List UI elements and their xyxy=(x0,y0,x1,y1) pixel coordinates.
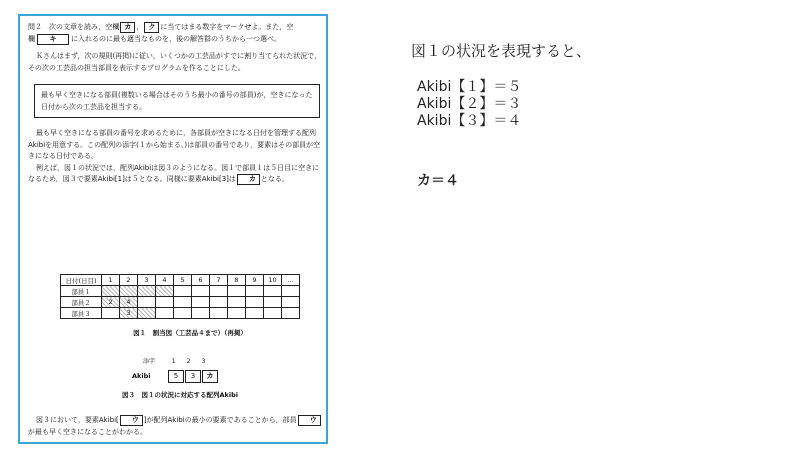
scanned-document xyxy=(18,14,328,444)
array-name: Akibi xyxy=(132,372,151,380)
blank-box-u: ウ xyxy=(120,415,143,426)
array-cell: 5 xyxy=(168,370,184,383)
table-row xyxy=(61,308,300,319)
table-cell xyxy=(138,286,156,297)
table-cell xyxy=(156,308,174,319)
table-header-cell: 3 xyxy=(138,275,156,286)
table-cell xyxy=(264,286,282,297)
paragraph-3 xyxy=(28,163,324,186)
table-header-cell: 6 xyxy=(192,275,210,286)
table-header-cell: 1 xyxy=(102,275,120,286)
table-cell xyxy=(282,297,300,308)
table-cell: 4 xyxy=(120,297,138,308)
table-cell xyxy=(192,308,210,319)
index-value: 3 xyxy=(201,358,206,365)
row-label: 部員３ xyxy=(61,308,102,319)
table-cell xyxy=(264,297,282,308)
table-cell xyxy=(156,286,174,297)
table-cell xyxy=(138,297,156,308)
question-line-1 xyxy=(28,22,324,34)
table-cell xyxy=(138,308,156,319)
table-cell xyxy=(246,286,264,297)
table-header-cell: 日付(日目) xyxy=(61,275,102,286)
array-cells xyxy=(168,370,219,383)
table-header-cell: 7 xyxy=(210,275,228,286)
question-text-2-end: に入れるのに最も適当なものを，後の解答群のうちから一つ選べ。 xyxy=(71,34,281,43)
table-cell: 3 xyxy=(120,308,138,319)
question-text-2: 欄 xyxy=(28,34,35,43)
table-cell xyxy=(246,297,264,308)
table-header-cell: 9 xyxy=(246,275,264,286)
table-cell xyxy=(282,286,300,297)
table-cell xyxy=(246,308,264,319)
table-cell xyxy=(174,286,192,297)
index-value: 1 xyxy=(171,358,176,365)
table-cell xyxy=(210,286,228,297)
akibi-line: Akibi【３】＝４ xyxy=(417,113,522,129)
table-header-cell: 8 xyxy=(228,275,246,286)
answer-text: カ＝４ xyxy=(417,173,459,189)
array-cell: カ xyxy=(202,370,218,383)
paragraph-3-end: となる。 xyxy=(260,175,289,183)
akibi-line: Akibi【２】＝３ xyxy=(417,96,522,112)
table-header-cell: … xyxy=(282,275,300,286)
table-cell xyxy=(120,286,138,297)
table-header-row xyxy=(61,275,300,286)
array-index-row xyxy=(132,356,211,365)
paragraph-3-text: 例えば，図１の状況では，配列Akibiは図３のようになる。図１で部員１は５日目に空きになるため，図３で要素Akibi[1]は５となる。同様に要素Akibi[3]は xyxy=(28,163,320,183)
table-cell xyxy=(228,308,246,319)
last-text-b: ]が配列Akibiの最小の要素であることから，部員 xyxy=(143,416,297,424)
akibi-line: Akibi【１】＝５ xyxy=(417,79,522,95)
document-body xyxy=(28,22,324,186)
last-text-c: が最も早く空きになることがわかる。 xyxy=(28,428,147,436)
table-cell xyxy=(102,308,120,319)
rule-box: 最も早く空きになる部員(複数いる場合はそのうち最小の番号の部員)が，空きになった日付から次の工芸品を担当する。 xyxy=(34,84,320,118)
question-line-2 xyxy=(28,34,324,46)
index-label: 添字 xyxy=(142,358,155,365)
table-cell xyxy=(192,297,210,308)
table-cell xyxy=(228,297,246,308)
last-text-a: 図３において，要素Akibi[ xyxy=(36,416,119,424)
blank-box-ka-2: カ xyxy=(237,174,260,185)
question-text: 問２ 次の文章を読み，空欄 xyxy=(28,23,120,31)
row-label: 部員１ xyxy=(61,286,102,297)
index-value: 2 xyxy=(186,358,191,365)
blank-box-ki: キ xyxy=(37,34,69,45)
table-header-cell: 5 xyxy=(174,275,192,286)
table-cell: 2 xyxy=(102,297,120,308)
table-cell xyxy=(210,297,228,308)
last-paragraph xyxy=(28,414,324,438)
question-text-end: に当てはまる数字をマークせよ。また，空 xyxy=(160,23,294,31)
table-cell xyxy=(174,297,192,308)
array-cell: 3 xyxy=(185,370,201,383)
figure-3-caption: 図３ 図１の状況に対応する配列Akibi xyxy=(122,391,238,399)
explanation-heading: 図１の状況を表現すると、 xyxy=(411,42,592,60)
table-cell xyxy=(174,308,192,319)
question-sep: ， xyxy=(136,23,144,31)
table-cell xyxy=(192,286,210,297)
table-cell xyxy=(282,308,300,319)
table-cell xyxy=(102,286,120,297)
explanation-panel xyxy=(411,40,591,190)
table-header-cell: 2 xyxy=(120,275,138,286)
allocation-table xyxy=(60,274,300,319)
table-row xyxy=(61,286,300,297)
table-cell xyxy=(156,297,174,308)
figure-1-caption: 図１ 割当図（工芸品４まで）（再掲） xyxy=(133,329,247,337)
table-cell xyxy=(210,308,228,319)
blank-box-u-2: ウ xyxy=(298,415,321,426)
row-label: 部員２ xyxy=(61,297,102,308)
blank-box-ka: カ xyxy=(120,22,135,33)
table-row xyxy=(61,297,300,308)
table-header-cell: 4 xyxy=(156,275,174,286)
blank-box-ku: ク xyxy=(144,22,159,33)
table-cell xyxy=(228,286,246,297)
paragraph-2: 最も早く空きになる部員の番号を求めるために，各部員が空きになる日付を管理する配列Akibiを用意する。この配列の添字(１から始まる。)は部員の番号であり，要素はその部員が空きになる日付である。 xyxy=(28,129,321,160)
paragraph-1: Ｋさんはまず，次の規則(再掲)に従い，いくつかの工芸品がすでに割り当てられた状況で，その次の工芸品の担当部員を表示するプログラムを作ることにした。 xyxy=(28,52,321,72)
table-header-cell: 10 xyxy=(264,275,282,286)
table-cell xyxy=(264,308,282,319)
